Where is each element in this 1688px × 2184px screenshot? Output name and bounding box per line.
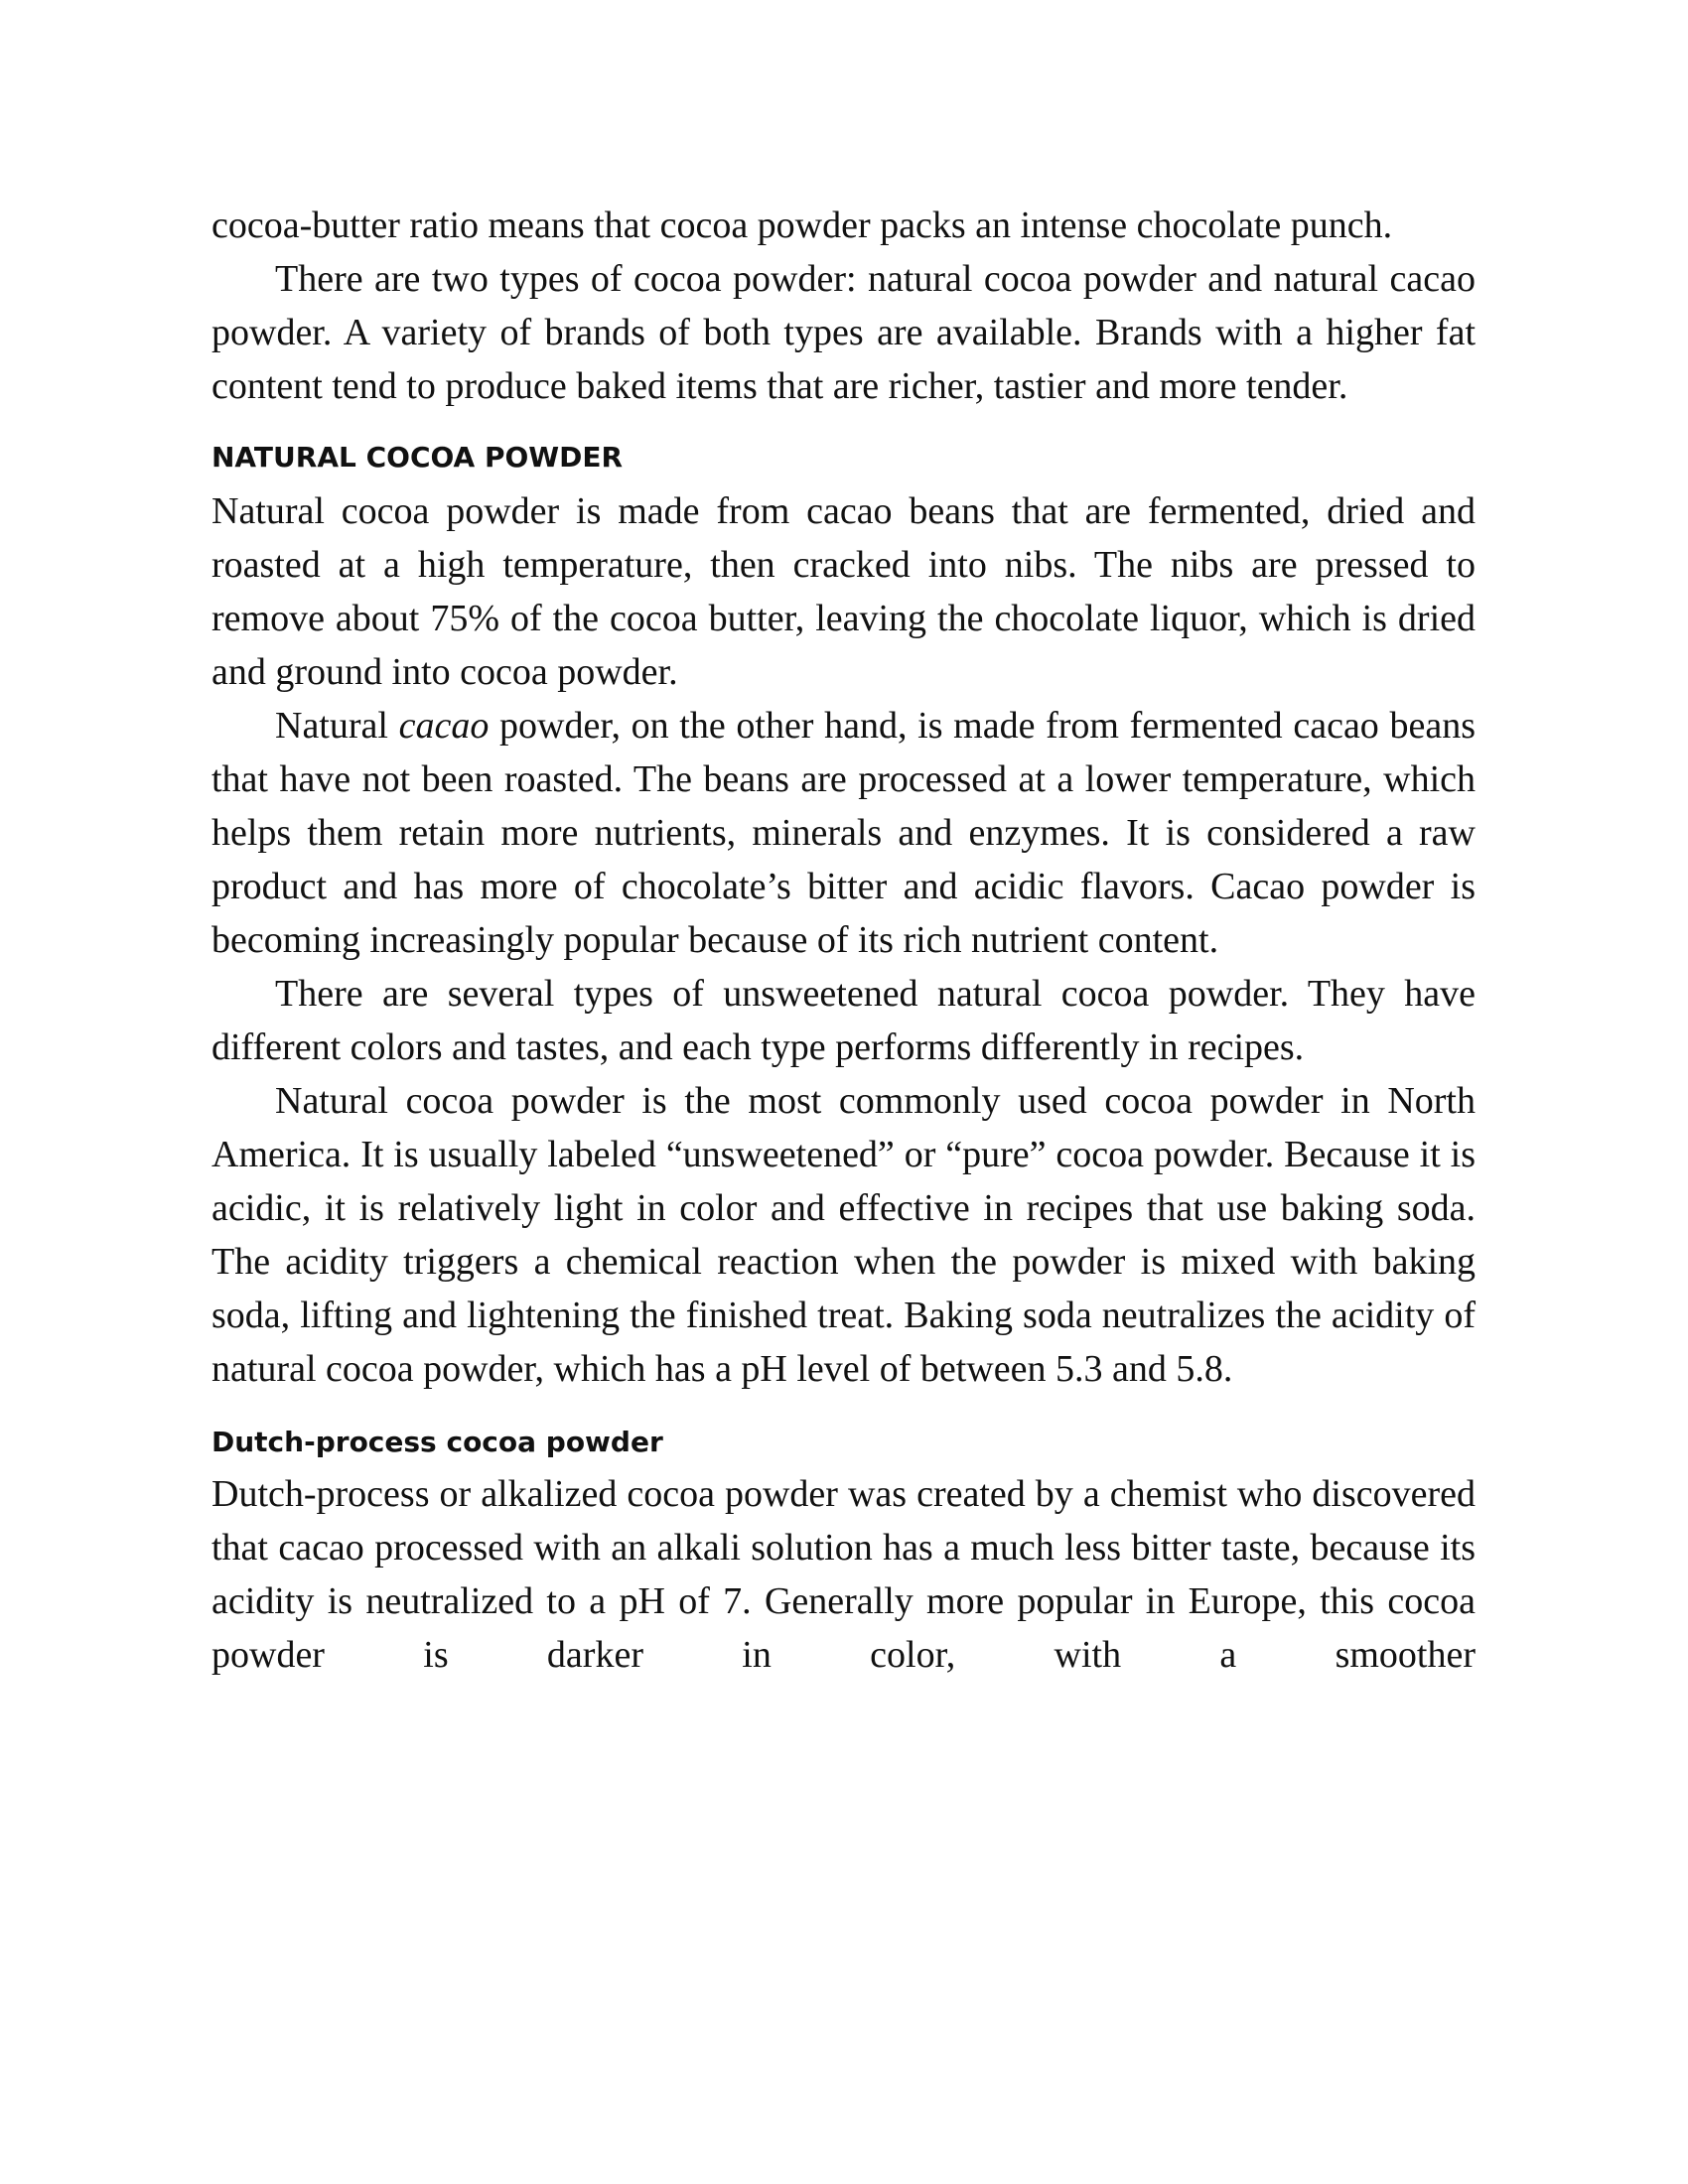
natural-cacao-text-end: powder, on the other hand, is made from fermented cacao beans that have not been roasted. The beans are processed at a lower temperature, which helps them retain more nutrients, minerals and enzymes. It is considered a raw product and has more of chocolate’s bitter and acidic flavors. Cacao powder is becoming increasingly popular because of its rich nutrient content. (211, 705, 1476, 961)
dutch-process-paragraph: Dutch-process or alkalized cocoa powder was created by a chemist who discovered that cacao processed with an alkali solution has a much less bitter taste, because its acidity is neutralized to a pH of 7. Generally more popular in Europe, this cocoa powder is darker in color, with a smoother (211, 1473, 1476, 1676)
section-heading-natural-cocoa: NATURAL COCOA POWDER (211, 441, 624, 474)
section-heading-dutch-process: Dutch-process cocoa powder (211, 1426, 663, 1458)
natural-cocoa-paragraph: Natural cocoa powder is made from cacao beans that are fermented, dried and roasted at a high temperature, then cracked into nibs. The nibs are pressed to remove about 75% of the cocoa butter, leaving the chocolate liquor, which is dried and ground into cocoa powder. (211, 490, 1476, 693)
intro-paragraph-continued: cocoa-butter ratio means that cocoa powder packs an intense chocolate punch. (211, 205, 1393, 246)
natural-cacao-paragraph (211, 699, 1476, 967)
north-america-paragraph: Natural cocoa powder is the most commonly used cocoa powder in North America. It is usually labeled “unsweetened” or “pure” cocoa powder. Because it is acidic, it is relatively light in color and effective in recipes that use baking soda. The acidity triggers a chemical reaction when the powder is mixed with baking soda, lifting and lightening the finished treat. Baking soda neutralizes the acidity of natural cocoa powder, which has a pH level of between 5.3 and 5.8. (211, 1080, 1476, 1390)
unsweetened-types-paragraph: There are several types of unsweetened natural cocoa powder. They have different colors and tastes, and each type performs differently in recipes. (211, 973, 1476, 1068)
intro-paragraph-types: There are two types of cocoa powder: natural cocoa powder and natural cacao powder. A variety of brands of both types are available. Brands with a higher fat content tend to produce baked items that are richer, tastier and more tender. (211, 258, 1476, 407)
natural-cacao-text-start: Natural (275, 705, 399, 747)
document-page (211, 199, 1476, 1682)
cacao-italic-word: cacao (398, 705, 490, 747)
